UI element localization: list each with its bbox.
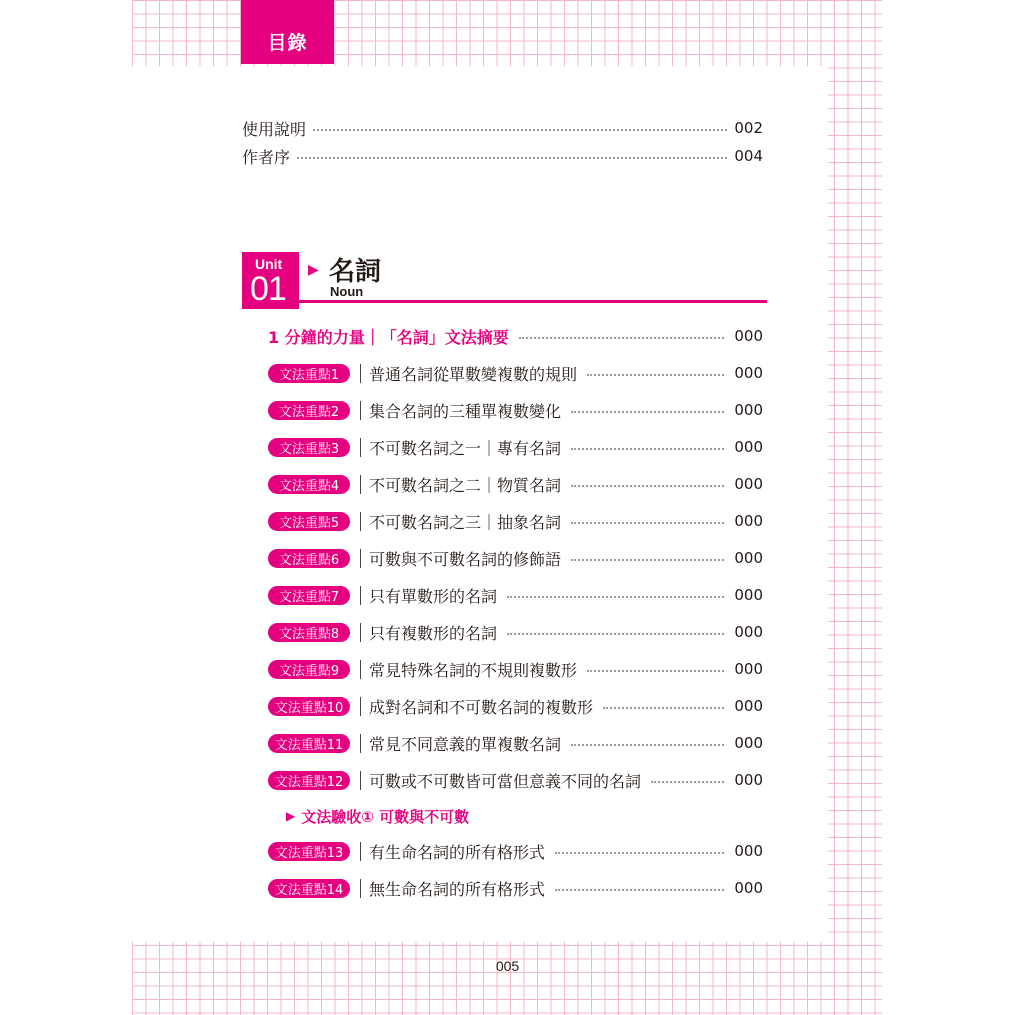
entry-page: 000 xyxy=(734,586,763,604)
entry-page: 000 xyxy=(734,879,763,897)
toc-row-usage[interactable] xyxy=(242,116,763,140)
toc-entry-row[interactable] xyxy=(268,509,763,533)
play-arrow-icon: ▶ xyxy=(308,262,319,278)
toc-row-page: 000 xyxy=(734,327,763,345)
grammar-point-badge: 文法重點13 xyxy=(268,842,350,861)
unit-title: 名詞 xyxy=(329,257,382,287)
entry-page: 000 xyxy=(734,734,763,752)
entry-title: 不可數名詞之三｜抽象名詞 xyxy=(369,512,562,532)
entry-title: 不可數名詞之二｜物質名詞 xyxy=(369,475,562,495)
separator xyxy=(360,842,361,861)
entry-page: 000 xyxy=(734,771,763,789)
play-arrow-icon: ▶ xyxy=(286,809,296,823)
toc-row-page: 002 xyxy=(734,119,763,137)
toc-entry-row[interactable] xyxy=(268,839,763,863)
toc-entry-row[interactable] xyxy=(268,361,763,385)
grammar-point-badge: 文法重點8 xyxy=(268,623,350,642)
toc-row-label: 作者序 xyxy=(242,147,291,167)
entry-title: 可數或不可數皆可當但意義不同的名詞 xyxy=(369,771,642,791)
entry-page: 000 xyxy=(734,623,763,641)
entry-title: 有生命名詞的所有格形式 xyxy=(369,842,546,862)
entry-page: 000 xyxy=(734,364,763,382)
content-sheet xyxy=(132,66,828,942)
dot-leader xyxy=(555,889,724,891)
dot-leader xyxy=(587,374,724,376)
entry-page: 000 xyxy=(734,842,763,860)
toc-entry-row[interactable] xyxy=(268,546,763,570)
entry-page: 000 xyxy=(734,401,763,419)
grammar-point-badge: 文法重點14 xyxy=(268,879,350,898)
entry-title: 成對名詞和不可數名詞的複數形 xyxy=(369,697,594,717)
unit-divider xyxy=(299,300,767,303)
toc-entry-row[interactable] xyxy=(268,398,763,422)
entry-title: 集合名詞的三種單複數變化 xyxy=(369,401,562,421)
toc-tab-label: 目錄 xyxy=(267,32,308,54)
unit-word: Unit xyxy=(255,256,283,272)
entry-title: 只有複數形的名詞 xyxy=(369,623,498,643)
grammar-point-badge: 文法重點11 xyxy=(268,734,350,753)
separator xyxy=(360,364,361,383)
grammar-point-badge: 文法重點6 xyxy=(268,549,350,568)
dot-leader xyxy=(603,707,724,709)
toc-entry-row[interactable] xyxy=(268,620,763,644)
entry-title: 常見不同意義的單複數名詞 xyxy=(369,734,562,754)
separator xyxy=(360,623,361,642)
separator xyxy=(360,401,361,420)
grammar-point-badge: 文法重點9 xyxy=(268,660,350,679)
entry-title: 不可數名詞之一｜專有名詞 xyxy=(369,438,562,458)
toc-row-preface[interactable] xyxy=(242,144,763,168)
dot-leader xyxy=(571,559,724,561)
entry-page: 000 xyxy=(734,660,763,678)
quiz-row[interactable] xyxy=(286,804,469,828)
entry-title: 可數與不可數名詞的修飾語 xyxy=(369,549,562,569)
toc-entry-row[interactable] xyxy=(268,583,763,607)
entry-page: 000 xyxy=(734,438,763,456)
entry-title: 只有單數形的名詞 xyxy=(369,586,498,606)
dot-leader xyxy=(313,129,727,131)
entry-title: 普通名詞從單數變複數的規則 xyxy=(369,364,578,384)
toc-entry-row[interactable] xyxy=(268,694,763,718)
dot-leader xyxy=(587,670,724,672)
unit-subtitle: Noun xyxy=(330,284,364,299)
grammar-point-badge: 文法重點3 xyxy=(268,438,350,457)
separator xyxy=(360,549,361,568)
toc-tab xyxy=(241,0,334,64)
entry-page: 000 xyxy=(734,697,763,715)
grammar-point-badge: 文法重點7 xyxy=(268,586,350,605)
summary-label: 1 分鐘的力量｜「名詞」文法摘要 xyxy=(268,327,509,347)
separator xyxy=(360,475,361,494)
dot-leader xyxy=(297,157,727,159)
dot-leader xyxy=(571,485,724,487)
quiz-label: 文法驗收① 可數與不可數 xyxy=(301,807,470,826)
dot-leader xyxy=(507,633,724,635)
separator xyxy=(360,512,361,531)
grammar-point-badge: 文法重點12 xyxy=(268,771,350,790)
separator xyxy=(360,771,361,790)
grammar-point-badge: 文法重點2 xyxy=(268,401,350,420)
grammar-point-badge: 文法重點4 xyxy=(268,475,350,494)
toc-entry-row[interactable] xyxy=(268,768,763,792)
entry-title: 無生命名詞的所有格形式 xyxy=(369,879,546,899)
entry-page: 000 xyxy=(734,549,763,567)
page-number: 005 xyxy=(495,958,520,974)
unit-number: 01 xyxy=(250,270,286,308)
toc-entry-row[interactable] xyxy=(268,435,763,459)
toc-entry-row[interactable] xyxy=(268,657,763,681)
separator xyxy=(360,438,361,457)
entry-page: 000 xyxy=(734,475,763,493)
toc-summary-row[interactable] xyxy=(268,324,763,348)
dot-leader xyxy=(651,781,724,783)
toc-entry-row[interactable] xyxy=(268,876,763,900)
separator xyxy=(360,734,361,753)
separator xyxy=(360,586,361,605)
dot-leader xyxy=(571,522,724,524)
separator xyxy=(360,697,361,716)
dot-leader xyxy=(555,852,724,854)
separator xyxy=(360,660,361,679)
separator xyxy=(360,879,361,898)
toc-row-label: 使用說明 xyxy=(242,119,307,139)
grammar-point-badge: 文法重點1 xyxy=(268,364,350,383)
dot-leader xyxy=(519,337,725,339)
toc-entry-row[interactable] xyxy=(268,472,763,496)
unit-badge xyxy=(242,252,299,309)
toc-row-page: 004 xyxy=(734,147,763,165)
grammar-point-badge: 文法重點5 xyxy=(268,512,350,531)
entry-title: 常見特殊名詞的不規則複數形 xyxy=(369,660,578,680)
dot-leader xyxy=(571,411,724,413)
toc-entry-row[interactable] xyxy=(268,731,763,755)
dot-leader xyxy=(507,596,724,598)
dot-leader xyxy=(571,744,724,746)
grammar-point-badge: 文法重點10 xyxy=(268,697,350,716)
dot-leader xyxy=(571,448,724,450)
entry-page: 000 xyxy=(734,512,763,530)
